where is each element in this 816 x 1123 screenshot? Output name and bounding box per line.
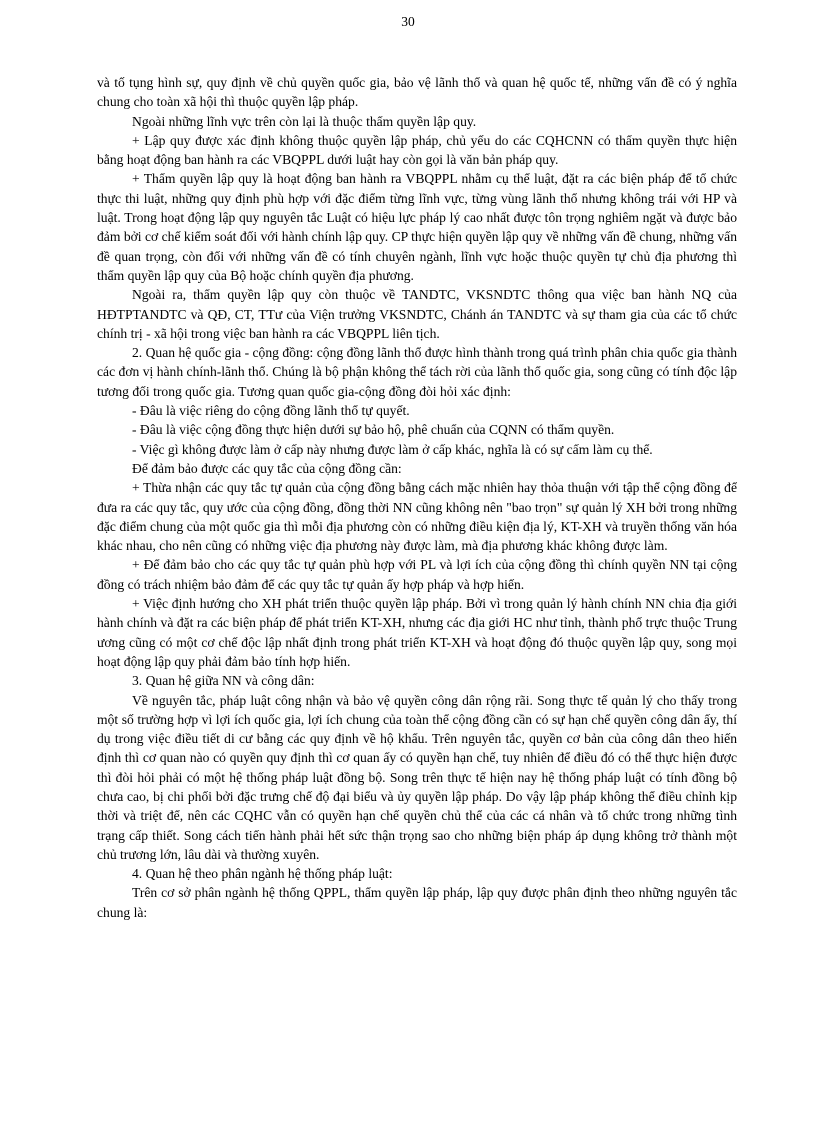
paragraph: Về nguyên tắc, pháp luật công nhận và bảo vệ quyền công dân rộng rãi. Song thực tế quản lý cho thấy trong một số trường hợp vì lợi ích quốc gia, lợi ích chung của toàn thể cộng đồng cần có sự hạn chế quyền công dân ấy, thí dụ trong việc điều tiết di cư bằng các quy định về hộ khẩu. Trên nguyên tắc, quyền cơ bản của công dân theo hiến định thì cơ quan nào có quyền quy định thì cơ quan ấy có quyền hạn chế, tuy nhiên để điều đó có thể thực hiện được thì đòi hỏi phải có một hệ thống pháp luật đồng bộ. Song trên thực tế hiện nay hệ thống pháp luật có tính đồng bộ chưa cao, bị chi phối bởi đặc trưng chế độ đại biểu và ủy quyền lập pháp. Do vậy lập pháp không thể điều chỉnh kịp thời và triệt để, nên các CQHC vẫn có quyền hạn chế quyền chủ thể của các cá nhân và tổ chức trong những tình trạng cấp thiết. Song cách tiến hành phải hết sức thận trọng sao cho những biện pháp áp dụng không trở thành một chủ trương lớn, lâu dài và thường xuyên. <box>97 692 737 862</box>
paragraph: - Việc gì không được làm ở cấp này nhưng được làm ở cấp khác, nghĩa là có sự cấm làm cụ thể. <box>132 441 653 457</box>
paragraph: Trên cơ sở phân ngành hệ thống QPPL, thẩm quyền lập pháp, lập quy được phân định theo những nguyên tắc chung là: <box>97 885 737 920</box>
paragraph: và tố tụng hình sự, quy định về chủ quyền quốc gia, bảo vệ lãnh thổ và quan hệ quốc tế, những vấn đề có ý nghĩa chung cho toàn xã hội thì thuộc quyền lập pháp. <box>97 75 737 110</box>
paragraph: + Thẩm quyền lập quy là hoạt động ban hành ra VBQPPL nhằm cụ thể luật, đặt ra các biện pháp để tổ chức thực thi luật, những quy định phù hợp với đặc điểm từng lĩnh vực, từng vùng lãnh thổ nhưng không trái với HP và luật. Trong hoạt động lập quy nguyên tắc Luật có hiệu lực pháp lý cao nhất được tôn trọng nghiêm ngặt và được bảo đảm bởi cơ chế kiểm soát đối với hành chính lập quy. CP thực hiện quyền lập quy về những vấn đề chung, những vấn đề quan trọng, còn đối với những vấn đề có tính chuyên ngành, lĩnh vực hoặc thuộc quyền tự chủ địa phương thì thẩm quyền lập quy của Bộ hoặc chính quyền địa phương. <box>97 171 737 283</box>
document-body <box>97 73 737 922</box>
paragraph: Để đảm bảo được các quy tắc của cộng đồng cần: <box>132 460 402 476</box>
paragraph: + Để đảm bảo cho các quy tắc tự quản phù hợp với PL và lợi ích của cộng đồng thì chính quyền NN tại cộng đồng có trách nhiệm bảo đảm để các quy tắc tự quản ấy hợp pháp và hợp hiến. <box>97 557 737 592</box>
paragraph: 4. Quan hệ theo phân ngành hệ thống pháp luật: <box>132 866 393 882</box>
paragraph: Ngoài những lĩnh vực trên còn lại là thuộc thẩm quyền lập quy. <box>132 113 477 129</box>
paragraph: - Đâu là việc cộng đồng thực hiện dưới sự bảo hộ, phê chuẩn của CQNN có thẩm quyền. <box>132 422 615 438</box>
paragraph: + Thừa nhận các quy tắc tự quản của cộng đồng bằng cách mặc nhiên hay thỏa thuận với tập thể cộng đồng để đưa ra các quy tắc, quy ước của cộng đồng, đồng thời NN cũng không nên "bao trọn" sự quản lý XH bởi trong những đặc điểm chung của một quốc gia thì mỗi địa phương còn có những điều kiện địa lý, KT-XH và truyền thống văn hóa khác nhau, cho nên cũng có những việc địa phương này được làm, mà địa phương khác không được làm. <box>97 480 737 554</box>
paragraph: + Việc định hướng cho XH phát triển thuộc quyền lập pháp. Bởi vì trong quản lý hành chính NN chia địa giới hành chính và đặt ra các biện pháp để phát triển KT-XH, nhưng các địa giới HC như tỉnh, thành phố trực thuộc Trung ương cũng có một cơ chế độc lập nhất định trong phát triển KT-XH và hoạt động đó thuộc quyền lập quy, song mọi hoạt động lập quy phải đảm bảo tính hợp hiến. <box>97 596 737 669</box>
paragraph: 2. Quan hệ quốc gia - cộng đồng: cộng đồng lãnh thổ được hình thành trong quá trình phân chia quốc gia thành các đơn vị hành chính-lãnh thổ. Chúng là bộ phận không thể tách rời của lãnh thổ quốc gia, song cũng có tính độc lập tương đối trong quốc gia. Tương quan quốc gia-cộng đồng đòi hỏi xác định: <box>97 345 737 399</box>
page-number: 30 <box>401 14 415 29</box>
paragraph: 3. Quan hệ giữa NN và công dân: <box>132 673 315 689</box>
paragraph: - Đâu là việc riêng do cộng đồng lãnh thổ tự quyết. <box>132 403 410 419</box>
paragraph: + Lập quy được xác định không thuộc quyền lập pháp, chủ yếu do các CQHCNN có thẩm quyền thực hiện bằng hoạt động ban hành ra các VBQPPL dưới luật hay còn gọi là văn bản pháp quy. <box>97 132 737 168</box>
paragraph: Ngoài ra, thẩm quyền lập quy còn thuộc về TANDTC, VKSNDTC thông qua việc ban hành NQ của HĐTPTANDTC và QĐ, CT, TTư của Viện trưởng VKSNDTC, Chánh án TANDTC và sự tham gia của các tổ chức chính trị - xã hội trong việc ban hành ra các VBQPPL liên tịch. <box>97 287 737 341</box>
